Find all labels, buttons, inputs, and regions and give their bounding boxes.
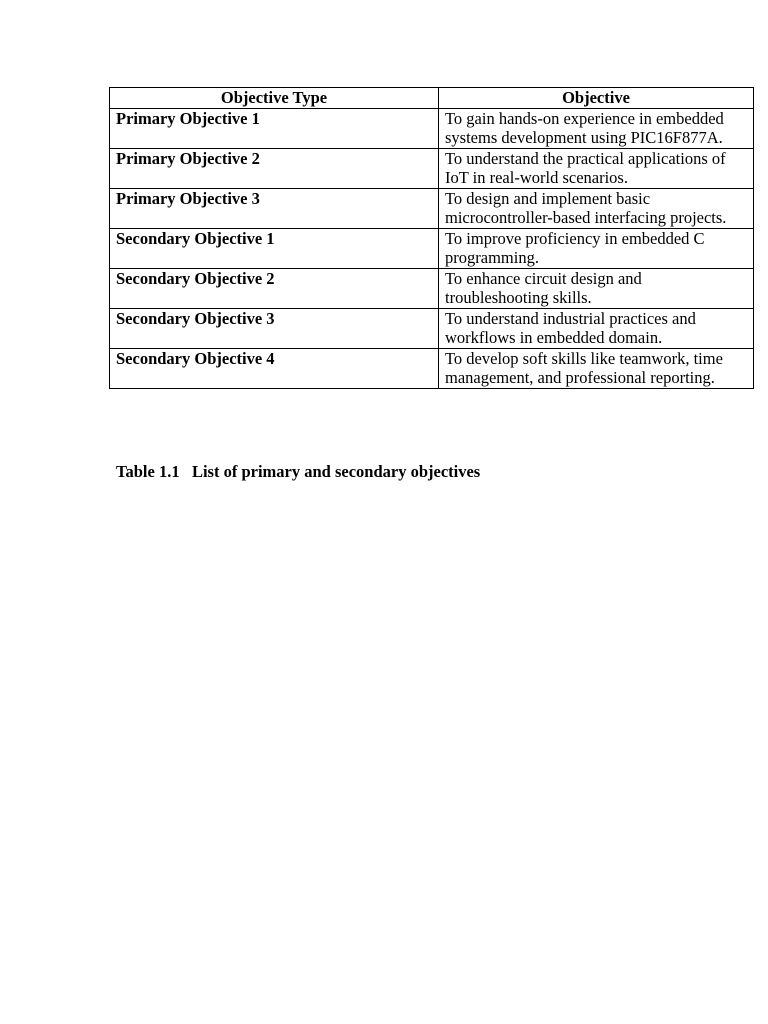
objective-cell: To understand the practical applications of IoT in real-world scenarios. [439, 148, 754, 188]
table-row [110, 148, 754, 188]
objective-cell: To understand industrial practices and workflows in embedded domain. [439, 308, 754, 348]
table-header-row [110, 88, 754, 109]
table-row [110, 348, 754, 388]
objective-type-cell: Secondary Objective 3 [110, 308, 439, 348]
table-row [110, 188, 754, 228]
table-row [110, 268, 754, 308]
objectives-table [109, 87, 754, 389]
objective-type-cell: Secondary Objective 2 [110, 268, 439, 308]
objective-cell: To enhance circuit design and troubleshooting skills. [439, 268, 754, 308]
table-row [110, 228, 754, 268]
header-objective: Objective [439, 88, 754, 109]
objective-type-cell: Primary Objective 2 [110, 148, 439, 188]
caption-number: Table 1.1 [116, 462, 180, 481]
objective-type-cell: Primary Objective 1 [110, 108, 439, 148]
caption-text: List of primary and secondary objectives [191, 462, 481, 481]
objective-type-cell: Primary Objective 3 [110, 188, 439, 228]
header-objective-type: Objective Type [110, 88, 439, 109]
objective-type-cell: Secondary Objective 1 [110, 228, 439, 268]
table-caption [116, 462, 480, 482]
objective-cell: To improve proficiency in embedded C programming. [439, 228, 754, 268]
table-row [110, 308, 754, 348]
table-row [110, 108, 754, 148]
objective-cell: To design and implement basic microcontroller-based interfacing projects. [439, 188, 754, 228]
objective-cell: To gain hands-on experience in embedded systems development using PIC16F877A. [439, 108, 754, 148]
objective-type-cell: Secondary Objective 4 [110, 348, 439, 388]
objective-cell: To develop soft skills like teamwork, time management, and professional reporting. [439, 348, 754, 388]
